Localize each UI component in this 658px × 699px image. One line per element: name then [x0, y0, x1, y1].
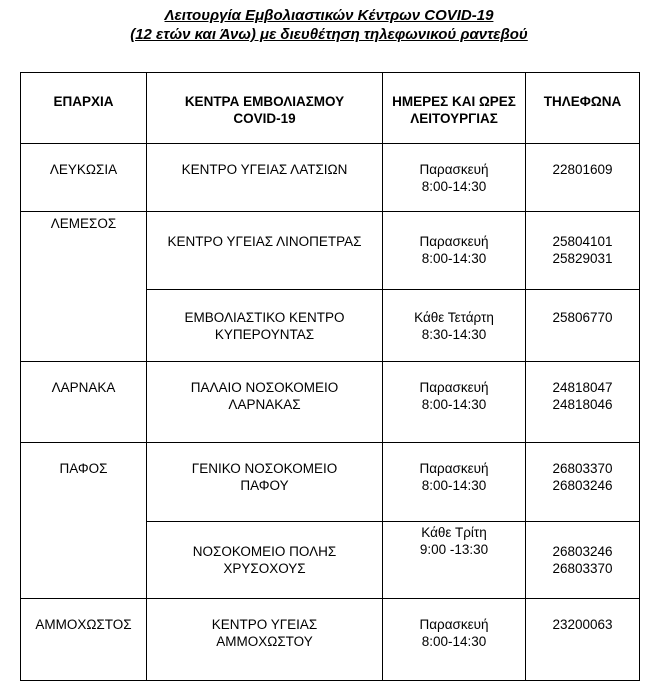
- center-cell: ΚΕΝΤΡΟ ΥΓΕΙΑΣ ΛΙΝΟΠΕΤΡΑΣ: [147, 212, 383, 290]
- province-cell: ΠΑΦΟΣ: [21, 443, 147, 599]
- document-title-line-2: (12 ετών και Άνω) με διευθέτηση τηλεφωνικού ραντεβού: [130, 26, 528, 43]
- table-row: [21, 443, 640, 522]
- hours-cell: Κάθε Τετάρτη 8:30-14:30: [383, 290, 526, 362]
- header-center: ΚΕΝΤΡΑ ΕΜΒΟΛΙΑΣΜΟΥ COVID-19: [147, 73, 383, 144]
- header-province: ΕΠΑΡΧΙΑ: [21, 73, 147, 144]
- phones-cell: 24818047 24818046: [526, 362, 640, 443]
- center-cell: ΕΜΒΟΛΙΑΣΤΙΚΟ ΚΕΝΤΡΟ ΚΥΠΕΡΟΥΝΤΑΣ: [147, 290, 383, 362]
- table-row: [21, 362, 640, 443]
- vaccination-centers-table: [20, 72, 640, 681]
- hours-cell: Παρασκευή 8:00-14:30: [383, 362, 526, 443]
- phones-cell: 25806770: [526, 290, 640, 362]
- center-cell: ΝΟΣΟΚΟΜΕΙΟ ΠΟΛΗΣ ΧΡΥΣΟΧΟΥΣ: [147, 522, 383, 599]
- province-cell: ΛΕΥΚΩΣΙΑ: [21, 144, 147, 212]
- table-row: [21, 599, 640, 681]
- hours-cell: Παρασκευή 8:00-14:30: [383, 144, 526, 212]
- phones-cell: 25804101 25829031: [526, 212, 640, 290]
- hours-cell: Παρασκευή 8:00-14:30: [383, 443, 526, 522]
- province-cell: ΛΑΡΝΑΚΑ: [21, 362, 147, 443]
- header-phones: ΤΗΛΕΦΩΝΑ: [526, 73, 640, 144]
- phones-cell: 26803246 26803370: [526, 522, 640, 599]
- phones-cell: 23200063: [526, 599, 640, 681]
- document-title-line-1: Λειτουργία Εμβολιαστικών Κέντρων COVID-19: [164, 7, 494, 24]
- center-cell: ΚΕΝΤΡΟ ΥΓΕΙΑΣ ΑΜΜΟΧΩΣΤΟΥ: [147, 599, 383, 681]
- header-hours: ΗΜΕΡΕΣ ΚΑΙ ΩΡΕΣ ΛΕΙΤΟΥΡΓΙΑΣ: [383, 73, 526, 144]
- hours-cell: Κάθε Τρίτη 9:00 -13:30: [383, 522, 526, 599]
- center-cell: ΠΑΛΑΙΟ ΝΟΣΟΚΟΜΕΙΟ ΛΑΡΝΑΚΑΣ: [147, 362, 383, 443]
- center-cell: ΓΕΝΙΚΟ ΝΟΣΟΚΟΜΕΙΟ ΠΑΦΟΥ: [147, 443, 383, 522]
- table-header-row: [21, 73, 640, 144]
- phones-cell: 26803370 26803246: [526, 443, 640, 522]
- province-cell: ΛΕΜΕΣΟΣ: [21, 212, 147, 362]
- center-cell: ΚΕΝΤΡΟ ΥΓΕΙΑΣ ΛΑΤΣΙΩΝ: [147, 144, 383, 212]
- phones-cell: 22801609: [526, 144, 640, 212]
- table-row: [21, 144, 640, 212]
- hours-cell: Παρασκευή 8:00-14:30: [383, 212, 526, 290]
- table-row: [21, 212, 640, 290]
- hours-cell: Παρασκευή 8:00-14:30: [383, 599, 526, 681]
- province-cell: ΑΜΜΟΧΩΣΤΟΣ: [21, 599, 147, 681]
